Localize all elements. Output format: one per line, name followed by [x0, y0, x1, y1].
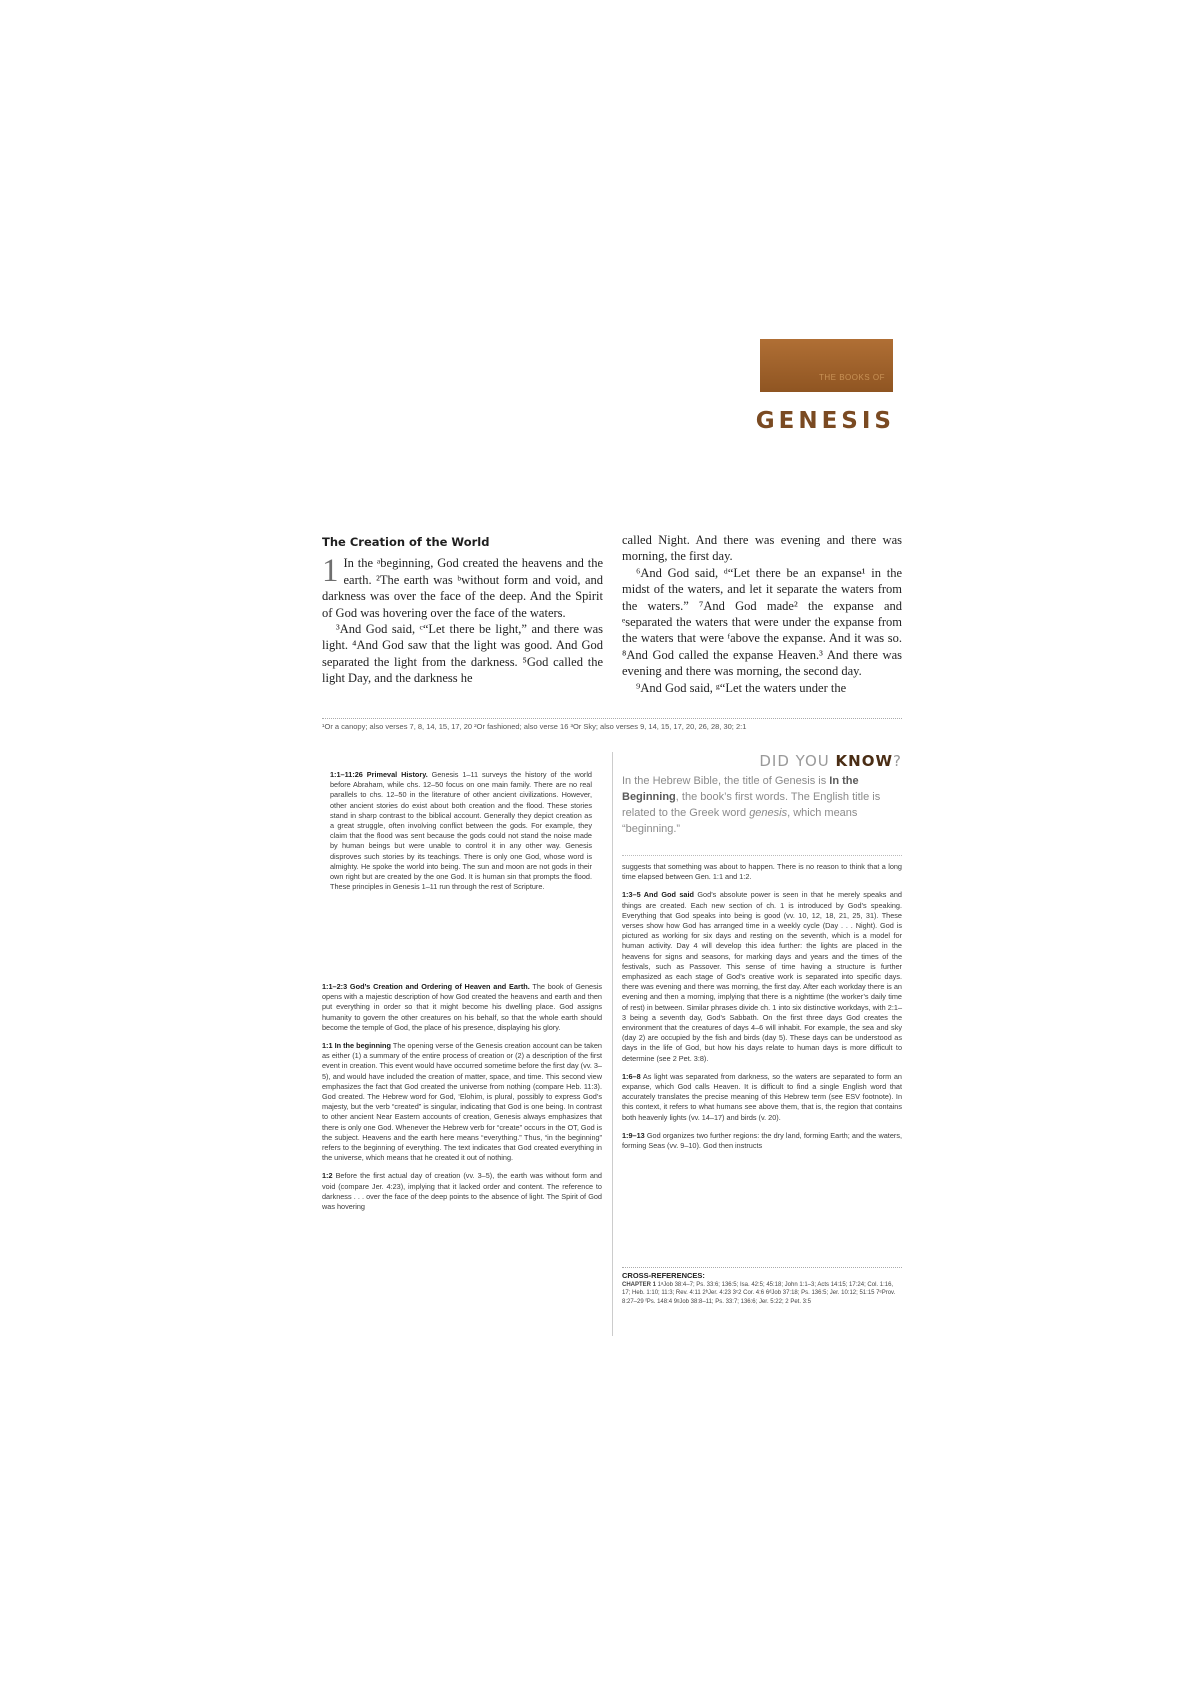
- dyk-title-mark: ?: [893, 752, 902, 770]
- note-reference: 1:9–13: [622, 1130, 645, 1140]
- study-note-primeval-history: [330, 770, 592, 900]
- note-text: As light was separated from darkness, so the waters are separated to form an expanse, which God calls Heaven. It is difficult to find a single English word that accurately translates the precise meaning of this Hebrew term (see ESV footnote). In this context, it refers to what humans see above them, that is, the region that contains both heavenly lights (vv. 14–17) and birds (v. 20).: [622, 1071, 902, 1122]
- note-reference: 1:1–11:26 Primeval History.: [330, 770, 428, 779]
- did-you-know-title: [622, 752, 902, 770]
- dyk-title-light: DID YOU: [759, 752, 836, 770]
- note-reference: 1:1 In the beginning: [322, 1041, 391, 1051]
- study-notes-left: [322, 982, 602, 1220]
- footnote-divider: [322, 718, 902, 719]
- scripture-paragraph: ⁶And God said, ᵈ“Let there be an expanse¹ in the midst of the waters, and let it separate the waters from the waters.” ⁷And God made² the expanse and ᵉseparated the waters that were under the expanse from the waters that were ᶠabove the expanse. And it was so. ⁸And God called the expanse Heaven.³ And there was evening and there was morning, the second day.: [622, 565, 902, 679]
- dyk-text: , which means “beginning.”: [622, 807, 858, 835]
- cross-references-divider: [622, 1267, 902, 1268]
- note-reference: 1:6–8: [622, 1071, 641, 1081]
- dyk-text: , the book’s first words. The English title is related to the Greek word: [622, 791, 881, 819]
- dyk-text: In the Hebrew Bible, the title of Genesis is: [622, 775, 830, 787]
- dyk-title-bold: KNOW: [835, 752, 894, 770]
- note-text: God organizes two further regions: the dry land, forming Earth; and the waters, forming Seas (vv. 9–10). God then instructs: [622, 1130, 902, 1151]
- note-reference: 1:1–2:3 God’s Creation and Ordering of Heaven and Earth.: [322, 982, 530, 991]
- scripture-column-right: [622, 532, 902, 696]
- dyk-bold-text: In the Beginning: [622, 775, 859, 803]
- note-text: suggests that something was about to happen. There is no reason to think that a long time elapsed between Gen. 1:1 and 1:2.: [622, 862, 902, 882]
- chapter-number: 1: [322, 553, 339, 590]
- cross-references-chapter: CHAPTER 1: [622, 1281, 657, 1288]
- book-title: GENESIS: [755, 408, 895, 434]
- note-text: God’s absolute power is seen in that he merely speaks and things are created. Each new section of ch. 1 is introduced by God’s speaking. Everything that God speaks into being is good (vv. 10, 12, 18, 21, 25, 31). These verses show how God has arranged time in a weekly cycle (Day . . . Night). God is pictured as working for six days and resting on the seventh, which is a model for human activity. Day 4 will develop this idea further: the lights are placed in the heavens for signs and seasons, for marking days and years and the times of the festivals, such as Passover. This sense of time having a structure is further emphasized as each stage of God’s creative work is separated into specific days. there was evening and there was morning, the first day. After each workday there is an evening and then a morning, implying that there is a nighttime (the worker’s daily time of rest) in between. Similar phrases divide ch. 1 into six distinctive workdays, with 2:1–3 being a seventh day, God’s Sabbath. On the first three days God creates the environment that the creatures of days 4–6 will inhabit. For example, the sea and sky (day 2) are occupied by the fish and birds (day 5). These days can be understood as days in the life of God, but how his days relate to human days is more difficult to determine (see 2 Pet. 3:8).: [622, 890, 902, 1063]
- did-you-know-body: [622, 773, 902, 837]
- scripture-paragraph: In the ᵃbeginning, God created the heavens and the earth. ²The earth was ᵇwithout form and void, and darkness was over the face of the deep. And the Spirit of God was hovering over the face of the waters.: [322, 556, 603, 620]
- dyk-italic-text: genesis: [749, 807, 788, 819]
- cross-references-text: 1ᵃJob 38:4–7; Ps. 33:6; 136:5; Isa. 42:5; 45:18; John 1:1–3; Acts 14:15; 17:24; Col. 1:16, 17; Heb. 1:10; 11:3; Rev. 4:11 2ᵇJer. 4:23 3ᶜ2 Cor. 4:6 6ᵈJob 37:18; Ps. 136:5; Jer. 10:12; 51:15 7ᵉProv. 8:27–29 ᶠPs. 148:4 9ᵍJob 38:8–11; Ps. 33:7; 136:6; Jer. 5:22; 2 Pet. 3:5: [622, 1281, 896, 1305]
- cross-references-heading: CROSS-REFERENCES:: [622, 1271, 705, 1280]
- scripture-paragraph: ⁹And God said, ᵍ“Let the waters under the: [636, 680, 847, 695]
- scripture-paragraph: called Night. And there was evening and there was morning, the first day.: [622, 533, 902, 564]
- section-heading: The Creation of the World: [322, 535, 490, 549]
- scripture-column-left: [322, 534, 603, 687]
- note-text: The opening verse of the Genesis creation account can be taken as either (1) a summary of the entire process of creation or (2) a description of the first event in creation. This event would have occurred sometime before the first day (vv. 3–5), and would have included the creation of matter, space, and time. This second view emphasizes the fact that God created the universe from nothing (compare Heb. 11:3). God created. The Hebrew word for God, ‘Elohim, is plural, possibly to express God’s majesty, but the verb “created” is singular, indicating that God is one being. In contrast to other ancient Near Eastern accounts of creation, Genesis always emphasizes that there is only one God. Whenever the Hebrew verb for “create” occurs in the OT, God is the subject. Heavens and the earth here means “everything.” Thus, “in the beginning” refers to the beginning of everything. The text indicates that God created everything in the universe, which means that he created it out of nothing.: [322, 1041, 602, 1163]
- note-reference: 1:3–5 And God said: [622, 890, 694, 900]
- note-text: Before the first actual day of creation (vv. 3–5), the earth was without form and void (compare Jer. 4:23), implying that it lacked order and content. The reference to darkness . . . over the face of the deep points to the absence of light. The Spirit of God was hovering: [322, 1171, 602, 1212]
- book-color-tab: [760, 339, 893, 392]
- translation-footnotes: ¹Or a canopy; also verses 7, 8, 14, 15, 17, 20 ²Or fashioned; also verse 16 ³Or Sky; also verses 9, 14, 15, 17, 20, 26, 28, 30; 2:1: [322, 722, 747, 731]
- note-reference: 1:2: [322, 1171, 333, 1181]
- column-divider: [612, 752, 613, 1336]
- study-notes-right: [622, 862, 902, 1159]
- book-tab-label: THE BOOKS OF: [818, 373, 885, 382]
- note-text: The book of Genesis opens with a majestic description of how God created the heavens and earth and then put everything in order so that it might become his dwelling place. God assigns humanity to govern the other creatures on his behalf, so that the whole earth should become the temple of God, the place of his presence, displaying his glory.: [322, 982, 602, 1032]
- scripture-paragraph: ³And God said, ᶜ“Let there be light,” and there was light. ⁴And God saw that the light was good. And God separated the light from the darkness. ⁵God called the light Day, and the darkness he: [322, 622, 603, 686]
- note-text: Genesis 1–11 surveys the history of the world before Abraham, while chs. 12–50 focus on one main family. There are no real parallels to chs. 12–50 in the literature of other ancient civilizations. However, other ancient stories do exist about both creation and the flood. These stories stand in sharp contrast to the biblical account. Generally they depict creation as a great struggle, often involving conflict between the gods. For example, they claim that the flood was sent because the gods could not stand the noise made by human beings but were unable to control it in any other way. Genesis disproves such stories by its teachings. There is only one God, whose word is almighty. He spoke the world into being. The sun and moon are not gods in their own right but are created by the one God. It is human sin that prompts the flood. These principles in Genesis 1–11 run through the rest of Scripture.: [330, 770, 592, 892]
- cross-references: [622, 1272, 902, 1306]
- did-you-know-divider: [622, 855, 902, 856]
